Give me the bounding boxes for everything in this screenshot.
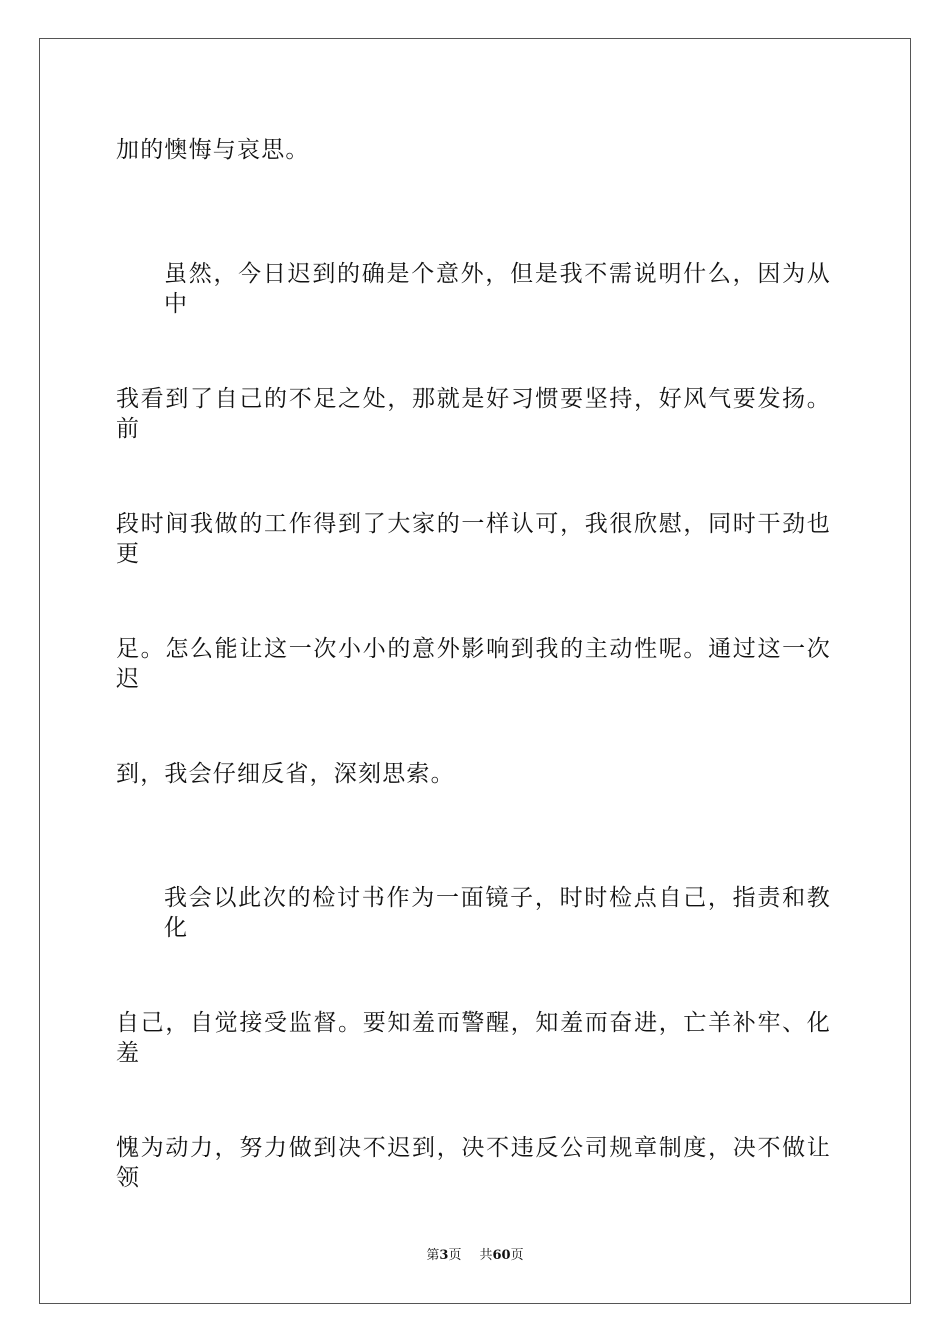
paragraph-line: 愧为动力，努力做到决不迟到，决不违反公司规章制度，决不做让领 <box>116 1135 831 1191</box>
paragraph-line: 虽然，今日迟到的确是个意外，但是我不需说明什么，因为从中 <box>164 261 831 317</box>
paragraph-line: 我会以此次的检讨书作为一面镜子，时时检点自己，指责和教化 <box>164 885 831 941</box>
total-suffix: 页 <box>510 1248 524 1263</box>
paragraph-line: 自己，自觉接受监督。要知羞而警醒，知羞而奋进，亡羊补牢、化羞 <box>116 1010 831 1066</box>
paragraph-line: 段时间我做的工作得到了大家的一样认可，我很欣慰，同时干劲也更 <box>116 511 831 567</box>
paragraph-line: 我看到了自己的不足之处，那就是好习惯要坚持，好风气要发扬。前 <box>116 386 831 442</box>
total-prefix: 共 <box>479 1248 493 1263</box>
page-number: 3 <box>439 1248 449 1263</box>
page-prefix: 第 <box>426 1248 440 1263</box>
page-suffix: 页 <box>448 1248 462 1263</box>
paragraph-line: 到，我会仔细反省，深刻思索。 <box>116 761 455 787</box>
page-footer <box>0 1247 950 1265</box>
paragraph-line: 加的懊悔与哀思。 <box>116 137 310 163</box>
total-pages: 60 <box>492 1248 511 1263</box>
paragraph-line: 足。怎么能让这一次小小的意外影响到我的主动性呢。通过这一次迟 <box>116 636 831 692</box>
